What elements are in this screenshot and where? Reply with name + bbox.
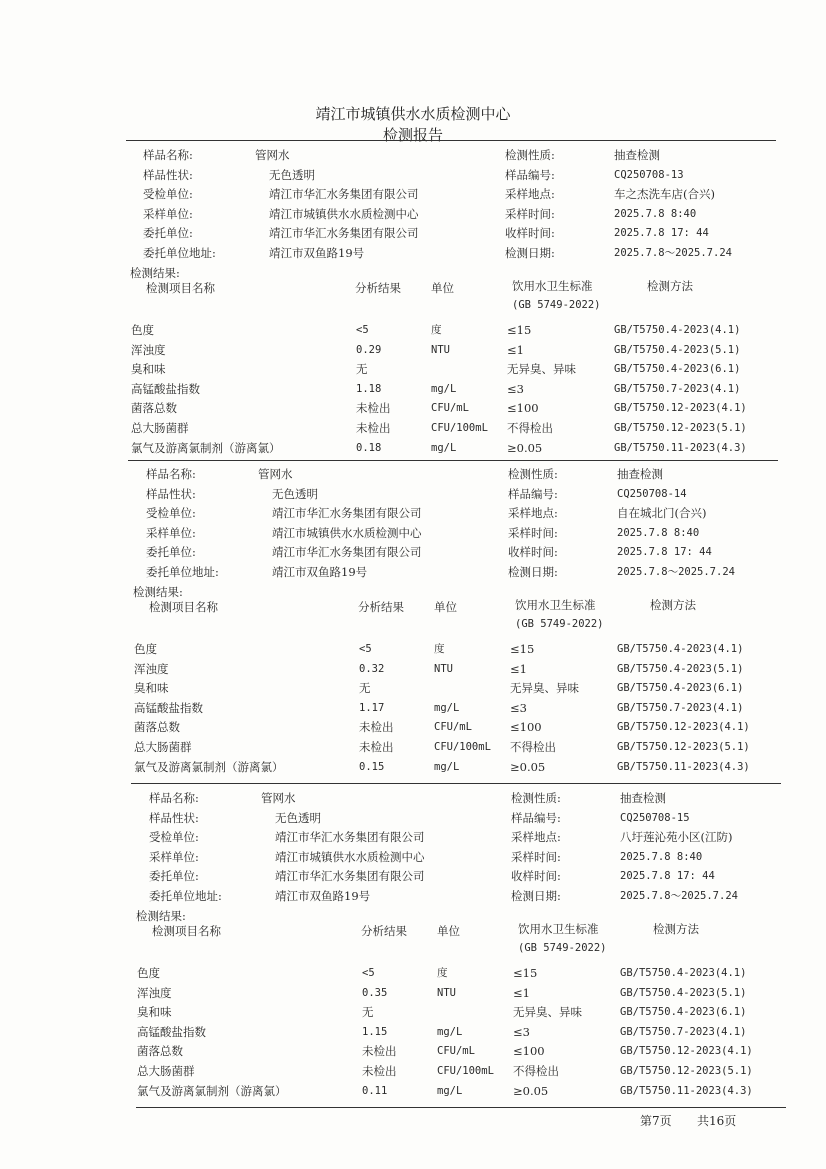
result-method: GB/T5750.12-2023(4.1) [617,721,750,734]
client-address-label: 委托单位地址: [143,245,216,260]
column-header-standard-code: (GB 5749-2022) [515,618,604,630]
section-divider [131,783,781,784]
sampling-time-label: 采样时间: [508,525,558,540]
result-unit: mg/L [431,441,457,454]
result-standard: ≤3 [507,381,524,396]
client-address-value: 靖江市双鱼路19号 [275,888,371,903]
column-header-item: 检测项目名称 [152,924,221,938]
column-header-unit: 单位 [434,600,457,614]
result-method: GB/T5750.4-2023(6.1) [614,363,741,376]
result-value: 无 [359,681,371,696]
result-method: GB/T5750.12-2023(4.1) [614,402,747,415]
sampling-site-label: 采样地点: [505,187,555,201]
result-method: GB/T5750.11-2023(4.3) [614,441,747,454]
result-item-name: 高锰酸盐指数 [137,1024,206,1039]
result-unit: NTU [437,986,456,999]
results-label: 检测结果: [136,909,186,923]
page-total: 共16页 [697,1114,737,1128]
result-method: GB/T5750.4-2023(5.1) [617,662,744,675]
result-value: 未检出 [356,421,391,435]
result-standard: ≥0.05 [507,440,543,455]
sampling-unit-value: 靖江市城镇供水水质检测中心 [269,206,419,221]
result-item-name: 浑浊度 [131,342,166,357]
result-standard: ≤1 [510,661,527,676]
result-unit: 度 [434,643,445,655]
result-value: 0.15 [359,760,385,773]
results-label: 检测结果: [133,585,183,599]
result-value: 0.11 [362,1084,388,1097]
bottom-rule [136,1107,786,1108]
result-unit: 度 [431,324,442,336]
result-value: 1.15 [362,1025,388,1038]
result-method: GB/T5750.7-2023(4.1) [617,701,744,714]
result-standard: ≥0.05 [510,759,546,774]
inspected-unit-value: 靖江市华汇水务集团有限公司 [269,187,419,201]
result-method: GB/T5750.12-2023(4.1) [620,1045,753,1058]
result-item-name: 臭和味 [137,1005,172,1020]
column-header-unit: 单位 [431,281,454,295]
result-unit: mg/L [431,382,457,395]
sampling-unit-value: 靖江市城镇供水水质检测中心 [275,849,425,864]
result-value: 未检出 [359,740,394,754]
sampling-unit-label: 采样单位: [143,206,193,221]
client-unit-value: 靖江市华汇水务集团有限公司 [269,226,419,240]
test-nature-label: 检测性质: [511,791,561,805]
result-value: <5 [359,643,372,655]
receive-time-label: 收样时间: [511,869,561,883]
sample-number-value: CQ250708-14 [617,487,687,500]
result-standard: 不得检出 [513,1064,559,1078]
sample-name-value: 管网水 [258,467,293,481]
result-item-name: 总大肠菌群 [137,1064,195,1078]
sampling-time-value: 2025.7.8 8:40 [620,850,703,863]
result-unit: CFU/100mL [431,422,488,434]
sample-state-label: 样品性状: [146,486,196,501]
result-standard: ≤100 [510,720,542,735]
sample-name-label: 样品名称: [146,467,196,481]
sampling-time-value: 2025.7.8 8:40 [614,207,697,220]
result-item-name: 氯气及游离氯制剂（游离氯） [134,759,284,774]
test-date-label: 检测日期: [508,564,558,579]
result-unit: mg/L [434,701,460,714]
result-value: <5 [362,967,375,979]
column-header-standard: 饮用水卫生标准 [512,279,593,293]
column-header-result: 分析结果 [358,600,404,614]
test-nature-value: 抽查检测 [614,148,660,162]
result-method: GB/T5750.4-2023(6.1) [620,1006,747,1019]
result-standard: ≤3 [513,1024,530,1039]
result-standard: ≤1 [513,985,530,1000]
test-nature-value: 抽查检测 [617,467,663,481]
client-unit-value: 靖江市华汇水务集团有限公司 [275,869,425,883]
result-standard: 无异臭、异味 [510,681,579,696]
column-header-item: 检测项目名称 [149,600,218,614]
result-method: GB/T5750.7-2023(4.1) [620,1025,747,1038]
sample-name-value: 管网水 [261,791,296,805]
report-title: 靖江市城镇供水水质检测中心 [315,105,511,123]
result-standard: ≤3 [510,700,527,715]
result-item-name: 菌落总数 [137,1044,183,1059]
result-unit: NTU [431,343,450,356]
client-unit-label: 委托单位: [143,226,193,240]
results-label: 检测结果: [130,266,180,280]
result-unit: CFU/100mL [434,741,491,753]
sample-name-value: 管网水 [255,148,290,162]
result-item-name: 菌落总数 [134,720,180,735]
sampling-time-value: 2025.7.8 8:40 [617,526,700,539]
test-date-label: 检测日期: [511,888,561,903]
result-item-name: 色度 [131,323,154,337]
sampling-site-value: 自在城北门(合兴) [617,506,707,520]
result-method: GB/T5750.4-2023(6.1) [617,682,744,695]
client-address-label: 委托单位地址: [146,564,219,579]
result-method: GB/T5750.4-2023(4.1) [620,967,747,979]
test-date-value: 2025.7.8～2025.7.24 [620,889,738,902]
sample-name-label: 样品名称: [149,791,199,805]
column-header-standard-code: (GB 5749-2022) [512,299,601,311]
result-item-name: 色度 [134,642,157,656]
sample-name-label: 样品名称: [143,148,193,162]
sample-no-label: 样品编号: [508,486,558,501]
result-standard: ≤1 [507,342,524,357]
result-item-name: 高锰酸盐指数 [131,381,200,396]
result-value: 未检出 [362,1044,397,1059]
result-item-name: 氯气及游离氯制剂（游离氯） [131,440,281,455]
receive-time-value: 2025.7.8 17: 44 [617,546,712,558]
result-value: 无 [356,362,368,377]
receive-time-value: 2025.7.8 17: 44 [620,870,715,882]
result-value: 无 [362,1005,374,1020]
result-value: 未检出 [362,1064,397,1078]
result-value: 未检出 [359,720,394,735]
test-date-label: 检测日期: [505,245,555,260]
inspected-unit-label: 受检单位: [143,187,193,201]
sample-state-value: 无色透明 [275,810,321,825]
test-nature-label: 检测性质: [508,467,558,481]
result-standard: ≤15 [513,966,538,980]
sampling-site-value: 八圩莲沁苑小区(江防) [620,830,733,844]
sample-no-label: 样品编号: [511,810,561,825]
result-standard: 无异臭、异味 [507,362,576,377]
result-method: GB/T5750.11-2023(4.3) [617,760,750,773]
sample-no-label: 样品编号: [505,167,555,182]
result-item-name: 浑浊度 [134,661,169,676]
result-item-name: 臭和味 [131,362,166,377]
result-unit: mg/L [437,1025,463,1038]
result-item-name: 色度 [137,966,160,980]
result-method: GB/T5750.12-2023(5.1) [620,1065,753,1077]
sample-state-label: 样品性状: [143,167,193,182]
result-value: 未检出 [356,401,391,416]
sample-state-value: 无色透明 [269,167,315,182]
receive-time-label: 收样时间: [508,545,558,559]
sampling-time-label: 采样时间: [511,849,561,864]
result-unit: mg/L [437,1084,463,1097]
test-date-value: 2025.7.8～2025.7.24 [614,246,732,259]
result-unit: CFU/100mL [437,1065,494,1077]
result-value: 0.35 [362,986,388,999]
inspected-unit-value: 靖江市华汇水务集团有限公司 [272,506,422,520]
client-address-value: 靖江市双鱼路19号 [269,245,365,260]
result-standard: ≤15 [510,642,535,656]
column-header-result: 分析结果 [361,924,407,938]
receive-time-value: 2025.7.8 17: 44 [614,227,709,239]
result-method: GB/T5750.12-2023(5.1) [617,741,750,753]
test-nature-label: 检测性质: [505,148,555,162]
client-unit-label: 委托单位: [149,869,199,883]
result-value: 1.17 [359,701,385,714]
result-unit: CFU/mL [437,1045,475,1058]
result-method: GB/T5750.12-2023(5.1) [614,422,747,434]
result-item-name: 氯气及游离氯制剂（游离氯） [137,1083,287,1098]
result-unit: NTU [434,662,453,675]
result-unit: CFU/mL [434,721,472,734]
result-standard: ≤100 [513,1044,545,1059]
column-header-unit: 单位 [437,924,460,938]
result-value: <5 [356,324,369,336]
header-rule [126,140,776,141]
inspected-unit-label: 受检单位: [146,506,196,520]
sampling-time-label: 采样时间: [505,206,555,221]
result-standard: 不得检出 [510,740,556,754]
result-method: GB/T5750.7-2023(4.1) [614,382,741,395]
result-item-name: 高锰酸盐指数 [134,700,203,715]
result-value: 1.18 [356,382,382,395]
client-address-label: 委托单位地址: [149,888,222,903]
result-value: 0.32 [359,662,385,675]
column-header-standard: 饮用水卫生标准 [518,922,599,936]
sample-state-value: 无色透明 [272,486,318,501]
result-standard: ≤15 [507,323,532,337]
result-unit: 度 [437,967,448,979]
result-unit: mg/L [434,760,460,773]
column-header-standard-code: (GB 5749-2022) [518,942,607,954]
result-item-name: 臭和味 [134,681,169,696]
client-unit-value: 靖江市华汇水务集团有限公司 [272,545,422,559]
result-method: GB/T5750.4-2023(4.1) [617,643,744,655]
result-item-name: 总大肠菌群 [134,740,192,754]
sample-state-label: 样品性状: [149,810,199,825]
result-standard: 无异臭、异味 [513,1005,582,1020]
column-header-standard: 饮用水卫生标准 [515,598,596,612]
page-number: 第7页 [640,1114,672,1128]
sampling-site-value: 车之杰洗车店(合兴) [614,187,715,201]
column-header-method: 检测方法 [650,598,696,612]
column-header-result: 分析结果 [355,281,401,295]
result-unit: CFU/mL [431,402,469,415]
sample-number-value: CQ250708-15 [620,811,690,824]
result-method: GB/T5750.11-2023(4.3) [620,1084,753,1097]
inspected-unit-label: 受检单位: [149,830,199,844]
result-item-name: 菌落总数 [131,401,177,416]
inspected-unit-value: 靖江市华汇水务集团有限公司 [275,830,425,844]
column-header-method: 检测方法 [653,922,699,936]
sampling-site-label: 采样地点: [508,506,558,520]
sampling-site-label: 采样地点: [511,830,561,844]
result-item-name: 浑浊度 [137,985,172,1000]
client-address-value: 靖江市双鱼路19号 [272,564,368,579]
test-date-value: 2025.7.8～2025.7.24 [617,565,735,578]
sample-number-value: CQ250708-13 [614,168,684,181]
sampling-unit-label: 采样单位: [149,849,199,864]
result-item-name: 总大肠菌群 [131,421,189,435]
result-method: GB/T5750.4-2023(4.1) [614,324,741,336]
result-standard: ≤100 [507,401,539,416]
result-standard: ≥0.05 [513,1083,549,1098]
test-nature-value: 抽查检测 [620,791,666,805]
section-divider [128,460,778,461]
result-value: 0.18 [356,441,382,454]
result-method: GB/T5750.4-2023(5.1) [614,343,741,356]
client-unit-label: 委托单位: [146,545,196,559]
result-value: 0.29 [356,343,382,356]
report-subtitle: 检测报告 [382,126,443,144]
column-header-method: 检测方法 [647,279,693,293]
result-method: GB/T5750.4-2023(5.1) [620,986,747,999]
sampling-unit-label: 采样单位: [146,525,196,540]
result-standard: 不得检出 [507,421,553,435]
sampling-unit-value: 靖江市城镇供水水质检测中心 [272,525,422,540]
column-header-item: 检测项目名称 [146,281,215,295]
receive-time-label: 收样时间: [505,226,555,240]
